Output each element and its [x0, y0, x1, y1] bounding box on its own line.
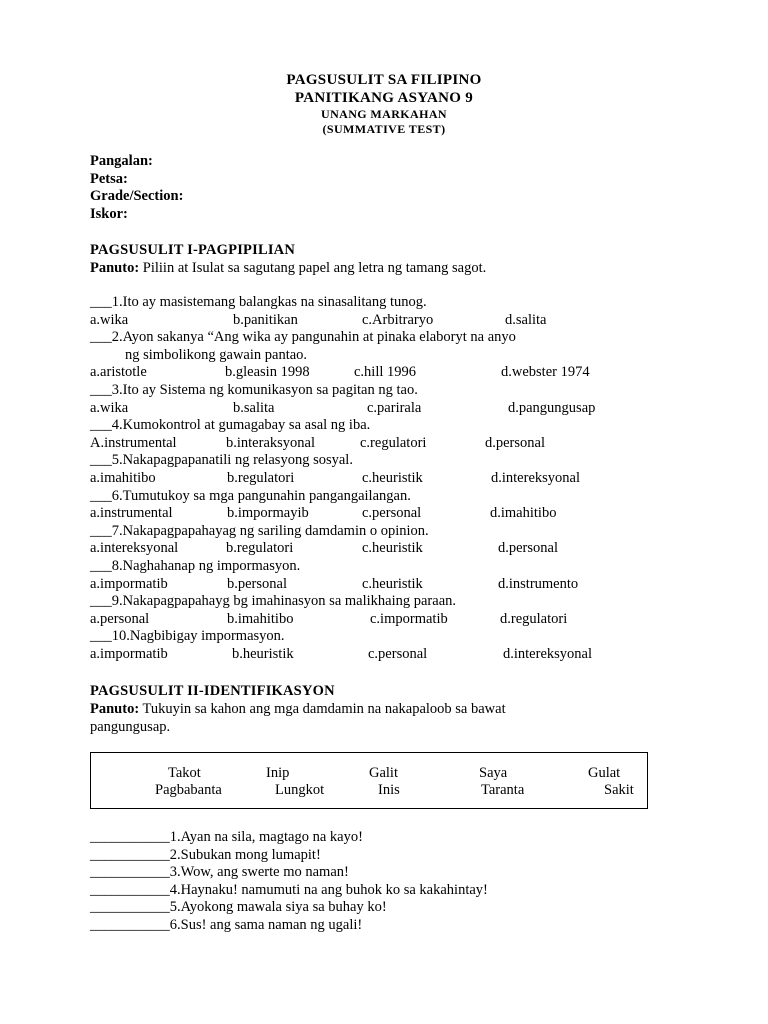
answer-choice: a.impormatib — [90, 575, 168, 592]
answer-choice: c.hill 1996 — [354, 364, 417, 381]
student-info-block — [90, 153, 183, 223]
choices-row — [90, 540, 650, 558]
answer-choice: A.instrumental — [90, 434, 177, 451]
answer-choice: b.imahitibo — [227, 610, 294, 627]
word-box-item: Takot — [168, 765, 201, 781]
answer-choice: c.heuristik — [362, 540, 423, 557]
answer-choice: a.imahitibo — [90, 469, 156, 486]
choices-row — [90, 400, 650, 418]
identification-item: ___________4.Haynaku! namumuti na ang buhok ko sa kakahintay! — [90, 881, 488, 898]
question-stem: ___9.Nakapagpapahayg bg imahinasyon sa malikhaing paraan. — [90, 593, 457, 610]
answer-choice: c.parirala — [367, 399, 422, 416]
word-box-item: Saya — [479, 765, 508, 781]
document-title: PAGSUSULIT SA FILIPINO — [286, 72, 482, 88]
question-stem: ___5.Nakapagpapanatili ng relasyong sosyal. — [90, 452, 353, 469]
name-field-label: Pangalan: — [90, 153, 153, 169]
test1-header — [90, 241, 650, 277]
answer-choice: b.regulatori — [227, 469, 295, 486]
word-box-item: Galit — [369, 765, 398, 781]
word-box-item: Pagbabanta — [155, 782, 222, 798]
grade-section-field-label: Grade/Section: — [90, 188, 184, 204]
document-subtitle: PANITIKANG ASYANO 9 — [294, 90, 474, 106]
answer-choice: d.imahitibo — [490, 505, 557, 522]
answer-choice: b.impormayib — [227, 505, 309, 522]
choices-row — [90, 470, 650, 488]
date-field-label: Petsa: — [90, 170, 128, 187]
answer-choice: b.gleasin 1998 — [225, 364, 310, 381]
test1-directions — [90, 259, 650, 277]
answer-choice: d.intereksyonal — [503, 645, 592, 662]
directions-label: Panuto: — [90, 701, 140, 717]
word-box-item: Inip — [266, 765, 290, 781]
identification-item: ___________6.Sus! ang sama naman ng ugali! — [90, 916, 363, 933]
answer-choice: d.pangungusap — [508, 399, 596, 416]
question-stem: ___2.Ayon sakanya “Ang wika ay pangunahin at pinaka elaboryt na anyo — [90, 329, 516, 346]
answer-choice: b.salita — [233, 399, 275, 416]
answer-choice: b.personal — [227, 575, 287, 592]
answer-choice: c.heuristik — [362, 575, 423, 592]
score-field-label: Iskor: — [90, 205, 128, 222]
answer-choice: d.regulatori — [500, 610, 568, 627]
identification-item: ___________3.Wow, ang swerte mo naman! — [90, 864, 349, 881]
answer-choice: a.wika — [90, 399, 129, 416]
answer-choice: a.instrumental — [90, 505, 173, 522]
directions-label: Panuto: — [90, 260, 140, 276]
choices-row — [90, 646, 650, 664]
answer-choice: c.impormatib — [370, 610, 448, 627]
answer-choice: d.personal — [485, 434, 545, 451]
identification-item: ___________2.Subukan mong lumapit! — [90, 846, 321, 863]
test1-title: PAGSUSULIT I-PAGPIPILIAN — [90, 242, 296, 258]
word-box-item: Gulat — [588, 765, 621, 781]
answer-choice: d.salita — [505, 311, 547, 328]
question-stem: ___4.Kumokontrol at gumagabay sa asal ng iba. — [90, 417, 371, 434]
test2-header — [90, 682, 650, 736]
identification-item: ___________1.Ayan na sila, magtago na kayo! — [90, 829, 363, 845]
answer-choice: a.personal — [90, 610, 150, 627]
choices-row — [90, 435, 650, 453]
document-header — [0, 71, 768, 137]
answer-choice: a.intereksyonal — [90, 540, 179, 557]
choices-row — [90, 505, 650, 523]
question-stem: ___7.Nakapagpapahayag ng sariling damdamin o opinion. — [90, 522, 429, 539]
emotion-word-box — [90, 752, 648, 809]
test-type-label: (SUMMATIVE TEST) — [322, 122, 446, 136]
identification-items — [90, 829, 488, 935]
word-box-item: Taranta — [481, 782, 525, 798]
multiple-choice-questions — [90, 294, 650, 663]
choices-row — [90, 576, 650, 594]
word-box-item: Lungkot — [275, 782, 325, 798]
answer-choice: c.heuristik — [362, 469, 423, 486]
answer-choice: c.personal — [368, 645, 428, 662]
answer-choice: d.webster 1974 — [501, 364, 590, 381]
question-stem-continued: ng simbolikong gawain pantao. — [125, 346, 308, 363]
answer-choice: d.personal — [498, 540, 558, 557]
answer-choice: d.intereksyonal — [491, 469, 580, 486]
word-box-item: Sakit — [604, 782, 634, 798]
answer-choice: b.heuristik — [232, 645, 294, 662]
answer-choice: a.aristotle — [90, 364, 147, 381]
answer-choice: c.regulatori — [360, 434, 427, 451]
answer-choice: b.regulatori — [226, 540, 294, 557]
quarter-label: UNANG MARKAHAN — [321, 107, 447, 121]
answer-choice: b.panitikan — [233, 311, 298, 328]
answer-choice: c.Arbitraryo — [362, 311, 434, 328]
word-box-item: Inis — [378, 782, 400, 798]
answer-choice: a.impormatib — [90, 645, 168, 662]
directions-text: Piliin at Isulat sa sagutang papel ang letra ng tamang sagot. — [139, 260, 487, 276]
directions-text: Tukuyin sa kahon ang mga damdamin na nakapaloob sa bawat — [139, 701, 506, 717]
question-stem: ___6.Tumutukoy sa mga pangunahin pangangailangan. — [90, 487, 411, 504]
question-stem: ___8.Naghahanap ng impormasyon. — [90, 557, 301, 574]
choices-row — [90, 312, 650, 330]
answer-choice: a.wika — [90, 311, 129, 328]
choices-row — [90, 611, 650, 629]
question-stem: ___1.Ito ay masistemang balangkas na sinasalitang tunog. — [90, 294, 427, 310]
test2-directions — [90, 700, 650, 718]
question-stem: ___3.Ito ay Sistema ng komunikasyon sa pagitan ng tao. — [90, 381, 418, 398]
answer-choice: c.personal — [362, 505, 422, 522]
identification-item: ___________5.Ayokong mawala siya sa buhay ko! — [90, 899, 387, 916]
test2-title: PAGSUSULIT II-IDENTIFIKASYON — [90, 683, 335, 699]
question-stem: ___10.Nagbibigay impormasyon. — [90, 628, 285, 645]
answer-choice: d.instrumento — [498, 575, 579, 592]
test2-directions-cont: pangungusap. — [90, 719, 171, 735]
choices-row — [90, 364, 650, 382]
answer-choice: b.interaksyonal — [226, 434, 315, 451]
